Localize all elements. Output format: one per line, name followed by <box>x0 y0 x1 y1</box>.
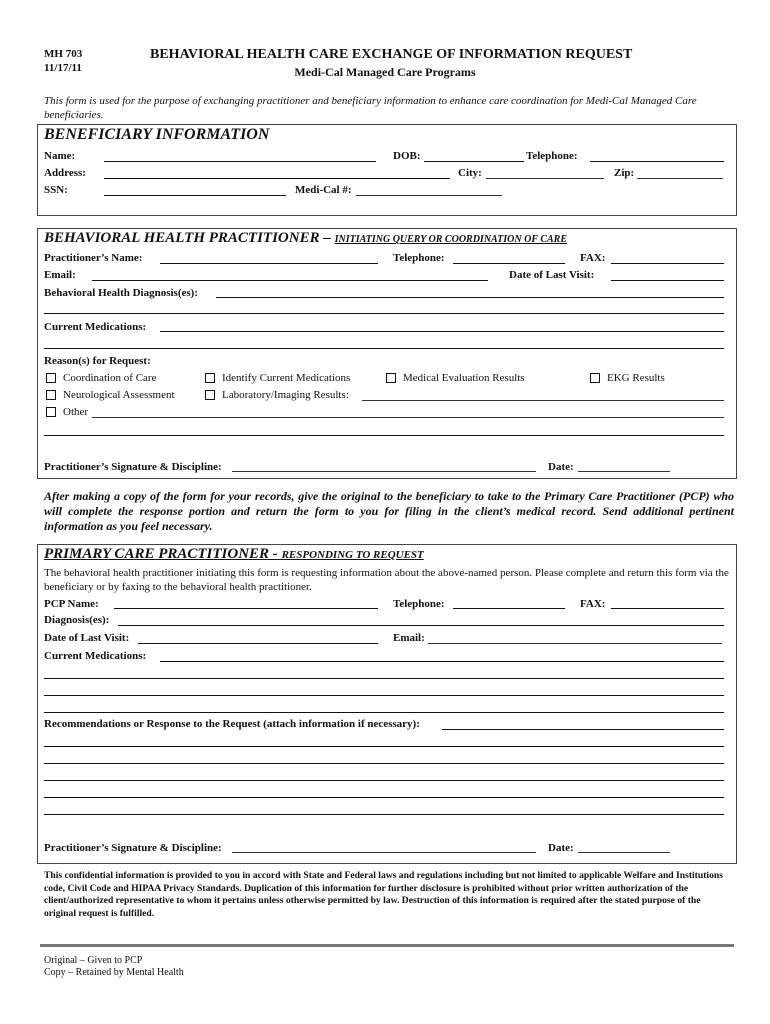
pcp-last-visit-field[interactable] <box>138 643 378 644</box>
intro-text: This form is used for the purpose of exchanging practitioner and beneficiary information to enhance care coordination for Medi-Cal Managed Care beneficiaries. <box>44 95 697 121</box>
identify-meds-label: Identify Current Medications <box>222 372 351 384</box>
dob-label: DOB: <box>393 150 421 162</box>
bh-medications-label: Current Medications: <box>44 321 147 333</box>
coordination-label: Coordination of Care <box>63 372 157 384</box>
recommendations-line-3[interactable] <box>44 763 724 764</box>
pcp-medications-label: Current Medications: <box>44 650 147 662</box>
pcp-fax-field[interactable] <box>611 608 724 609</box>
recommendations-label: Recommendations or Response to the Request (attach information if necessary): <box>44 718 420 730</box>
bh-signature-field[interactable] <box>232 471 536 472</box>
bh-name-field[interactable] <box>160 263 378 264</box>
form-subtitle: Medi-Cal Managed Care Programs <box>294 65 476 79</box>
ekg-label: EKG Results <box>607 372 665 384</box>
footer-divider <box>40 944 734 947</box>
pcp-description: The behavioral health practitioner initiating this form is requesting information about the above-named person. Please complete and return this form via the beneficiary or by faxing to the behavioral health practitioner. <box>44 567 729 593</box>
lab-field[interactable] <box>362 400 724 401</box>
bh-medications-line-2[interactable] <box>44 348 724 349</box>
medical-number-label: Medi-Cal #: <box>295 184 352 196</box>
medical-number-field[interactable] <box>356 195 502 196</box>
pcp-fax-label: FAX: <box>580 598 606 610</box>
bh-date-label: Date: <box>548 461 574 473</box>
neuro-checkbox[interactable] <box>46 390 56 400</box>
zip-label: Zip: <box>614 167 635 179</box>
other-checkbox[interactable] <box>46 407 56 417</box>
pcp-last-visit-label: Date of Last Visit: <box>44 632 130 644</box>
pcp-signature-field[interactable] <box>232 852 536 853</box>
city-field[interactable] <box>486 178 604 179</box>
recommendations-line-2[interactable] <box>44 746 724 747</box>
pcp-medications-field[interactable] <box>160 661 724 662</box>
pcp-date-label: Date: <box>548 842 574 854</box>
dob-field[interactable] <box>424 161 524 162</box>
bh-telephone-label: Telephone: <box>393 252 445 264</box>
bh-fax-label: FAX: <box>580 252 606 264</box>
ssn-field[interactable] <box>104 195 286 196</box>
zip-field[interactable] <box>637 178 723 179</box>
ekg-checkbox[interactable] <box>590 373 600 383</box>
name-label: Name: <box>44 150 76 162</box>
pcp-email-field[interactable] <box>428 643 722 644</box>
pcp-medications-line-3[interactable] <box>44 695 724 696</box>
recommendations-field[interactable] <box>442 729 724 730</box>
recommendations-line-5[interactable] <box>44 797 724 798</box>
pcp-title-text: PRIMARY CARE PRACTITIONER - <box>44 546 278 562</box>
bh-diagnosis-field[interactable] <box>216 297 724 298</box>
other-label: Other <box>63 406 89 418</box>
bh-name-label: Practitioner’s Name: <box>44 252 143 264</box>
pcp-subtitle-text: RESPONDING TO REQUEST <box>281 549 424 561</box>
city-label: City: <box>458 167 482 179</box>
address-field[interactable] <box>104 178 450 179</box>
footer-copy: Copy – Retained by Mental Health <box>44 967 184 978</box>
ssn-label: SSN: <box>44 184 68 196</box>
confidential-notice: This confidential information is provided to you in accord with State and Federal laws and regulations including but not limited to applicable Welfare and Institutions code, Civil Code and HIPAA Privacy Standards. Duplication of this information for further disclosure is prohibited without prior written authorization of the client/authorized representative to whom it pertains unless otherwise permitted by law. Destruction of this information is required after the stated purpose of the original request is fulfilled. <box>44 870 723 919</box>
bh-date-field[interactable] <box>578 471 670 472</box>
pcp-medications-line-2[interactable] <box>44 678 724 679</box>
footer-original: Original – Given to PCP <box>44 955 143 966</box>
pcp-diagnosis-field[interactable] <box>118 625 724 626</box>
recommendations-line-6[interactable] <box>44 814 724 815</box>
pcp-telephone-field[interactable] <box>453 608 565 609</box>
bh-fax-field[interactable] <box>611 263 724 264</box>
bh-signature-label: Practitioner’s Signature & Discipline: <box>44 461 222 473</box>
other-field[interactable] <box>92 417 724 418</box>
identify-meds-checkbox[interactable] <box>205 373 215 383</box>
pcp-medications-line-4[interactable] <box>44 712 724 713</box>
bh-last-visit-field[interactable] <box>611 280 724 281</box>
form-date: 11/17/11 <box>44 62 82 74</box>
telephone-field[interactable] <box>590 161 724 162</box>
pcp-diagnosis-label: Diagnosis(es): <box>44 614 110 626</box>
pcp-name-field[interactable] <box>114 608 378 609</box>
medical-eval-checkbox[interactable] <box>386 373 396 383</box>
pcp-signature-label: Practitioner’s Signature & Discipline: <box>44 842 222 854</box>
form-title: BEHAVIORAL HEALTH CARE EXCHANGE OF INFORMATION REQUEST <box>150 47 633 62</box>
pcp-title <box>44 546 424 563</box>
name-field[interactable] <box>104 161 376 162</box>
lab-checkbox[interactable] <box>205 390 215 400</box>
coordination-checkbox[interactable] <box>46 373 56 383</box>
bh-practitioner-title <box>44 230 567 247</box>
bh-diagnosis-label: Behavioral Health Diagnosis(es): <box>44 287 198 299</box>
bh-title-text: BEHAVIORAL HEALTH PRACTITIONER – <box>44 230 331 246</box>
bh-telephone-field[interactable] <box>453 263 565 264</box>
bh-practitioner-section <box>37 228 737 479</box>
bh-email-field[interactable] <box>92 280 488 281</box>
reasons-label: Reason(s) for Request: <box>44 355 151 367</box>
medical-eval-label: Medical Evaluation Results <box>403 372 525 384</box>
other-line-2[interactable] <box>44 435 724 436</box>
telephone-label: Telephone: <box>526 150 578 162</box>
bh-medications-field[interactable] <box>160 331 724 332</box>
pcp-email-label: Email: <box>393 632 425 644</box>
pcp-name-label: PCP Name: <box>44 598 99 610</box>
beneficiary-title: BENEFICIARY INFORMATION <box>44 126 270 143</box>
instructions-text: After making a copy of the form for your records, give the original to the beneficiary to take to the Primary Care Practitioner (PCP) who will complete the response portion and return the form to you for filing in the client’s medical record. Send additional pertinent information as you feel necessary. <box>44 489 734 533</box>
form-number: MH 703 <box>44 48 83 60</box>
lab-label: Laboratory/Imaging Results: <box>222 389 349 401</box>
pcp-telephone-label: Telephone: <box>393 598 445 610</box>
bh-diagnosis-line-2[interactable] <box>44 313 724 314</box>
address-label: Address: <box>44 167 86 179</box>
bh-last-visit-label: Date of Last Visit: <box>509 269 595 281</box>
neuro-label: Neurological Assessment <box>63 389 175 401</box>
bh-subtitle-text: INITIATING QUERY OR COORDINATION OF CARE <box>334 234 567 245</box>
pcp-date-field[interactable] <box>578 852 670 853</box>
recommendations-line-4[interactable] <box>44 780 724 781</box>
bh-email-label: Email: <box>44 269 76 281</box>
